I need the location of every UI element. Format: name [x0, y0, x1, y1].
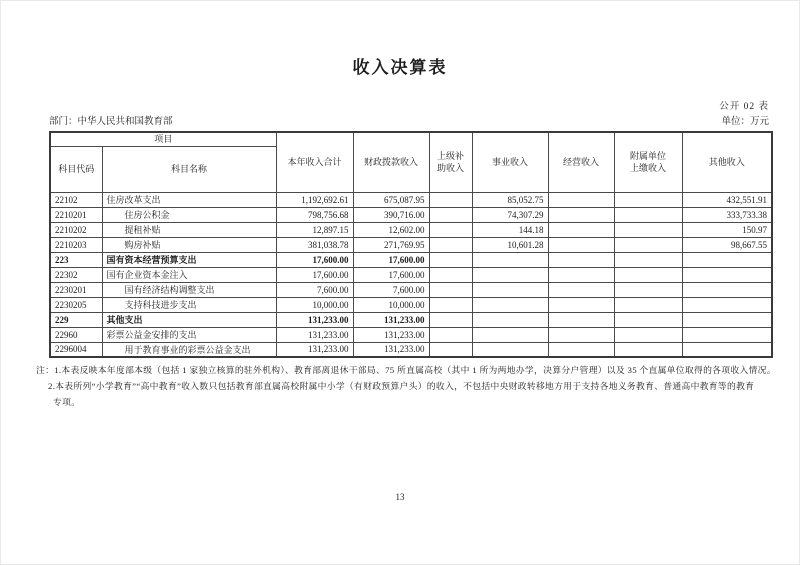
cell-value: 381,038.78: [276, 237, 353, 252]
cell-value: [472, 267, 548, 282]
cell-subject-name: 住房改革支出: [102, 192, 276, 207]
cell-subject-code: 22102: [50, 192, 102, 207]
header-other-income: 其他收入: [682, 132, 772, 192]
header-affiliated-remit: [614, 132, 682, 192]
cell-value: [429, 327, 472, 342]
cell-value: [682, 297, 772, 312]
cell-subject-name: 其他支出: [102, 312, 276, 327]
table-row: [50, 327, 772, 342]
cell-value: [614, 222, 682, 237]
cell-subject-name: 购房补贴: [102, 237, 276, 252]
cell-value: [614, 327, 682, 342]
cell-value: [429, 312, 472, 327]
table-row: [50, 207, 772, 222]
cell-value: 10,000.00: [276, 297, 353, 312]
cell-value: 675,087.95: [353, 192, 429, 207]
cell-value: [614, 252, 682, 267]
table-row: [50, 297, 772, 312]
cell-value: [472, 297, 548, 312]
page-title: 收入决算表: [352, 58, 448, 77]
meta-row: [49, 113, 769, 127]
cell-value: [472, 342, 548, 357]
page-number: 13: [395, 492, 405, 502]
cell-subject-code: 2296004: [50, 342, 102, 357]
cell-value: [429, 297, 472, 312]
cell-value: [548, 327, 614, 342]
cell-value: [682, 282, 772, 297]
table-row: [50, 282, 772, 297]
cell-value: 131,233.00: [276, 312, 353, 327]
cell-value: [429, 192, 472, 207]
table-row: [50, 252, 772, 267]
table-row: [50, 192, 772, 207]
cell-value: 17,600.00: [276, 267, 353, 282]
cell-value: [548, 237, 614, 252]
unit-label: 单位：万元: [721, 117, 769, 127]
cell-value: 17,600.00: [276, 252, 353, 267]
note-line: 专项。: [53, 397, 81, 407]
header-fiscal-appropriation: 财政拨款收入: [353, 132, 429, 192]
cell-value: [548, 207, 614, 222]
cell-value: [472, 327, 548, 342]
cell-value: [548, 297, 614, 312]
cell-value: 333,733.38: [682, 207, 772, 222]
cell-value: 85,052.75: [472, 192, 548, 207]
cell-value: [429, 252, 472, 267]
cell-subject-code: 22960: [50, 327, 102, 342]
cell-value: [548, 267, 614, 282]
department-label: 部门：中华人民共和国教育部: [49, 117, 173, 127]
cell-subject-code: 2230201: [50, 282, 102, 297]
cell-value: 1,192,692.61: [276, 192, 353, 207]
cell-value: [429, 207, 472, 222]
cell-subject-code: 229: [50, 312, 102, 327]
cell-value: 131,233.00: [276, 342, 353, 357]
table-row: [50, 267, 772, 282]
cell-value: 144.18: [472, 222, 548, 237]
header-subject-code: 科目代码: [50, 146, 102, 192]
cell-subject-name: 用于教育事业的彩票公益金支出: [102, 342, 276, 357]
cell-subject-code: 2210202: [50, 222, 102, 237]
header-affiliated-remit-text: 附属单位上缴收入: [629, 151, 666, 174]
cell-value: 7,600.00: [353, 282, 429, 297]
cell-value: [614, 282, 682, 297]
cell-value: [548, 222, 614, 237]
cell-value: 131,233.00: [353, 327, 429, 342]
table-row: [50, 222, 772, 237]
header-total-income: 本年收入合计: [276, 132, 353, 192]
cell-value: 798,756.68: [276, 207, 353, 222]
cell-value: [614, 237, 682, 252]
cell-subject-name: 国有资本经营预算支出: [102, 252, 276, 267]
cell-value: [429, 282, 472, 297]
table-row: [50, 237, 772, 252]
cell-subject-name: 彩票公益金安排的支出: [102, 327, 276, 342]
cell-value: [472, 282, 548, 297]
cell-value: [614, 312, 682, 327]
cell-subject-code: 2210201: [50, 207, 102, 222]
header-superior-subsidy-text: 上级补助收入: [436, 151, 464, 174]
cell-value: 271,769.95: [353, 237, 429, 252]
table-code-label: 公开 02 表: [719, 102, 769, 112]
header-business-income: 事业收入: [472, 132, 548, 192]
cell-subject-name: 国有经济结构调整支出: [102, 282, 276, 297]
cell-subject-code: 22302: [50, 267, 102, 282]
revenue-table: [49, 131, 773, 358]
note-line: 注：1.本表反映本年度部本级（包括 1 家独立核算的驻外机构）、教育部离退休干部局、75 所直属高校（其中 1 所为两地办学，决算分户管理）以及 35 个直属单位取得的各项收入情况。: [36, 365, 776, 375]
cell-value: 432,551.91: [682, 192, 772, 207]
cell-value: [429, 237, 472, 252]
cell-value: 17,600.00: [353, 267, 429, 282]
note-line: 2.本表所列“小学教育”“高中教育”收入数只包括教育部直属高校附属中小学（有财政预算户头）的收入，不包括中央财政转移地方用于支持各地义务教育、普通高中教育等的教育: [48, 381, 755, 391]
header-operating-income: 经营收入: [548, 132, 614, 192]
header-project: 项目: [50, 132, 276, 146]
cell-value: 390,716.00: [353, 207, 429, 222]
cell-subject-code: 2210203: [50, 237, 102, 252]
cell-value: 10,000.00: [353, 297, 429, 312]
cell-subject-name: 住房公积金: [102, 207, 276, 222]
cell-value: [548, 252, 614, 267]
cell-value: [682, 312, 772, 327]
cell-subject-code: 2230205: [50, 297, 102, 312]
cell-subject-name: 支持科技进步支出: [102, 297, 276, 312]
cell-value: [614, 192, 682, 207]
cell-value: 74,307.29: [472, 207, 548, 222]
table-row: [50, 342, 772, 357]
cell-value: 131,233.00: [353, 312, 429, 327]
cell-value: [614, 297, 682, 312]
cell-value: [472, 312, 548, 327]
cell-value: [614, 207, 682, 222]
cell-value: [548, 192, 614, 207]
cell-value: [682, 252, 772, 267]
table-row: [50, 312, 772, 327]
cell-value: [614, 342, 682, 357]
cell-value: 98,667.55: [682, 237, 772, 252]
cell-subject-code: 223: [50, 252, 102, 267]
cell-value: 17,600.00: [353, 252, 429, 267]
cell-value: [614, 267, 682, 282]
cell-subject-name: 国有企业资本金注入: [102, 267, 276, 282]
cell-value: [548, 312, 614, 327]
cell-value: 10,601.28: [472, 237, 548, 252]
cell-value: [429, 222, 472, 237]
cell-value: 12,602.00: [353, 222, 429, 237]
cell-value: 131,233.00: [353, 342, 429, 357]
cell-value: [682, 327, 772, 342]
header-superior-subsidy: [429, 132, 472, 192]
table-body: [50, 192, 772, 357]
cell-value: [429, 267, 472, 282]
cell-subject-name: 提租补贴: [102, 222, 276, 237]
cell-value: 7,600.00: [276, 282, 353, 297]
header-subject-name: 科目名称: [102, 146, 276, 192]
cell-value: [682, 267, 772, 282]
cell-value: [548, 282, 614, 297]
cell-value: [682, 342, 772, 357]
cell-value: [429, 342, 472, 357]
cell-value: 150.97: [682, 222, 772, 237]
notes: [36, 362, 778, 410]
cell-value: [472, 252, 548, 267]
cell-value: [548, 342, 614, 357]
cell-value: 131,233.00: [276, 327, 353, 342]
cell-value: 12,897.15: [276, 222, 353, 237]
